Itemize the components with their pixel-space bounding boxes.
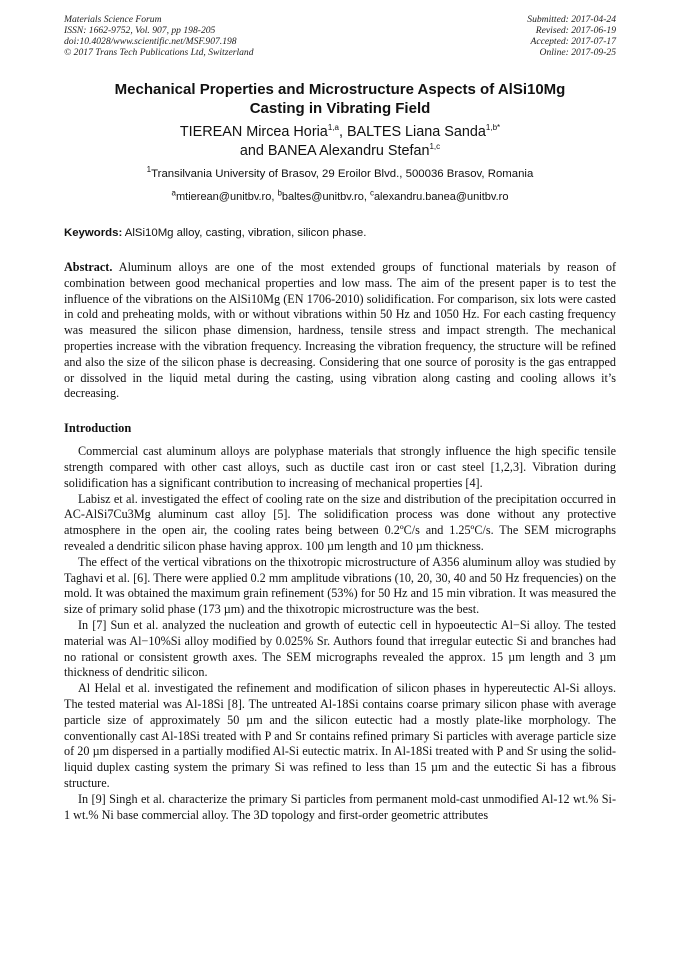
body-paragraph: Al Helal et al. investigated the refinement and modification of silicon phases in hypereutectic Al-Si alloys. The tested material was Al-18Si [8]. The untreated Al-18Si contains coarse primary silicon phase with average particle size of approximately 50 µm and the silicon eutectic had a mostly plate-like morphology. The conventionally cast Al-18Si treated with P and Sr contains refined primary Si particles with average particle size of 20 µm dispersed in a partially modified Al-Si eutectic matrix. In Al-18Si treated with P and Sr using the solid-liquid duplex casting system the primary Si was refined to less than 15 µm and the eutectic Si has a fibrous structure. (64, 681, 616, 790)
email-mark: a (171, 188, 176, 198)
journal-info (64, 14, 254, 58)
body-paragraph: In [9] Singh et al. characterize the primary Si particles from permanent mold-cast unmodified Al-12 wt.% Si-1 wt.% Ni base commercial alloy. The 3D topology and first-order geometric attributes (64, 791, 616, 822)
email-link[interactable]: baltes@unitbv.ro, (281, 191, 367, 203)
author-name: BALTES Liana Sanda (346, 124, 486, 140)
paper-title (64, 80, 616, 118)
author-affiliation-mark: 1,b* (485, 123, 501, 133)
publication-header (64, 14, 616, 58)
affiliation (64, 167, 616, 181)
publication-dates (527, 14, 616, 58)
author-affiliation-mark: 1,a (327, 123, 339, 133)
body-paragraph: Labisz et al. investigated the effect of cooling rate on the size and distribution of the precipitation occurred in AC-AlSi7Cu3Mg aluminum cast alloy [5]. The solidification process was done without any protective atmosphere in the open air, the cooling rates being between 0.2ºC/s and 1.25ºC/s. The SEM micrographs revealed a dendritic silicon phase having approx. 100 µm length and 10 µm thickness. (64, 491, 616, 553)
affiliation-text: Transilvania University of Brasov, 29 Eroilor Blvd., 500036 Brasov, Romania (151, 168, 534, 180)
affiliation-mark: 1 (146, 165, 152, 175)
date-online: Online: 2017-09-25 (539, 47, 616, 58)
email-mark: b (277, 188, 282, 198)
author-line-2 (64, 142, 616, 161)
journal-issn: ISSN: 1662-9752, Vol. 907, pp 198-205 (64, 25, 216, 36)
email-link[interactable]: mtierean@unitbv.ro, (176, 191, 275, 203)
author-list (64, 123, 616, 161)
author-line-1 (64, 123, 616, 142)
author-name: and BANEA Alexandru Stefan (239, 143, 430, 159)
body-paragraph: Commercial cast aluminum alloys are polyphase materials that strongly influence the high specific tensile strength compared with other cast alloys, such as ductile cast iron or cast steel [1,2,3]. Vibration during solidification has a significant contribution to increasing of mechanical properties [4]. (64, 444, 616, 490)
abstract-label: Abstract. (64, 260, 113, 274)
email-mark: c (369, 188, 374, 198)
body-paragraph: The effect of the vertical vibrations on the thixotropic microstructure of A356 aluminum alloy was studied by Taghavi et al. [6]. There were applied 0.2 mm amplitude vibrations (10, 20, 30, 40 and 50 Hz frequencies) on the mold. It was obtained the maximum grain refinement (53%) for 50 Hz and 15 min vibration. It was measured the size of primary solid phase (173 µm) and the thixotropic microstructure was the best. (64, 554, 616, 617)
journal-name: Materials Science Forum (64, 14, 162, 25)
email-link[interactable]: alexandru.banea@unitbv.ro (373, 191, 509, 203)
date-revised: Revised: 2017-06-19 (535, 25, 616, 36)
section-heading-introduction: Introduction (64, 421, 132, 436)
body-paragraph: In [7] Sun et al. analyzed the nucleation and growth of eutectic cell in hypoeutectic Al−Si alloy. The tested material was Al−10%Si alloy modified by 0.025% Sr. Authors found that irregular eutectic Si and branches had no rational or consistent growth axes. The SEM micrographs revealed the approx. 15 µm length and 3 µm thickness of dendritic silicon. (64, 617, 616, 680)
keywords-text: AlSi10Mg alloy, casting, vibration, silicon phase. (122, 227, 367, 239)
keywords (64, 226, 616, 240)
date-submitted: Submitted: 2017-04-24 (527, 14, 616, 25)
abstract (64, 260, 616, 402)
introduction-body (64, 444, 616, 823)
title-line-2: Casting in Vibrating Field (249, 100, 431, 117)
abstract-text: Aluminum alloys are one of the most extended groups of functional materials by reason of combination between good mechanical properties and low mass. The aim of the present paper is to test the influence of the vibrations on the AlSi10Mg (EN 1706-2010) solidification. For comparison, six lots were casted in cold and preheating molds, with or without vibrations within 50 Hz and 1050 Hz. For each casting frequency was measured the silicon phase dimension, hardness, tensile stress and impact strength. The mechanical properties increase with the vibration frequency. Increasing the vibration frequency, the structure will be refined and also the size of the silicon phase is decreasing. Considering that one source of porosity is the gas entrapped or dissolved in the liquid metal during the casting, using vibration along casting and cooling allows it’s decreasing. (64, 260, 616, 401)
author-separator: , (338, 124, 347, 140)
title-line-1: Mechanical Properties and Microstructure Aspects of AlSi10Mg (114, 81, 566, 98)
paper-page (64, 14, 616, 823)
journal-copyright: © 2017 Trans Tech Publications Ltd, Switzerland (64, 47, 254, 58)
author-affiliation-mark: 1,c (429, 142, 441, 152)
journal-doi[interactable]: doi:10.4028/www.scientific.net/MSF.907.198 (64, 36, 237, 47)
date-accepted: Accepted: 2017-07-17 (530, 36, 616, 47)
keywords-label: Keywords: (64, 227, 123, 239)
author-name: TIEREAN Mircea Horia (179, 124, 328, 140)
author-emails (64, 190, 616, 204)
